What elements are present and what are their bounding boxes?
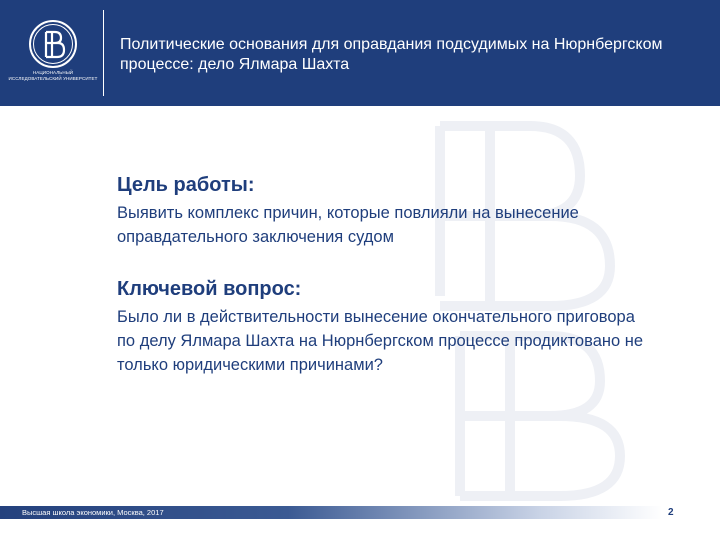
slide-header <box>0 0 720 106</box>
goal-heading: Цель работы: <box>117 174 255 196</box>
goal-text: Выявить комплекс причин, которые повлияли на вынесение оправдательного заключения судом <box>117 204 579 246</box>
slide-content <box>117 173 657 377</box>
question-heading: Ключевой вопрос: <box>117 278 302 300</box>
question-text: Было ли в действительности вынесение окончательного приговора по делу Ялмара Шахта на Нюрнбергском процессе продиктовано не только юридическими причинами? <box>117 308 644 374</box>
page-number: 2 <box>668 507 674 518</box>
slide-title: Политические основания для оправдания подсудимых на Нюрнбергском процессе: дело Ялмара Шахта <box>120 36 663 73</box>
header-divider <box>103 10 104 96</box>
footer-text: Высшая школа экономики, Москва, 2017 <box>22 508 164 517</box>
logo-caption: НАЦИОНАЛЬНЫЙ ИССЛЕДОВАТЕЛЬСКИЙ УНИВЕРСИТЕТ <box>8 70 98 81</box>
section-spacer <box>117 249 657 277</box>
